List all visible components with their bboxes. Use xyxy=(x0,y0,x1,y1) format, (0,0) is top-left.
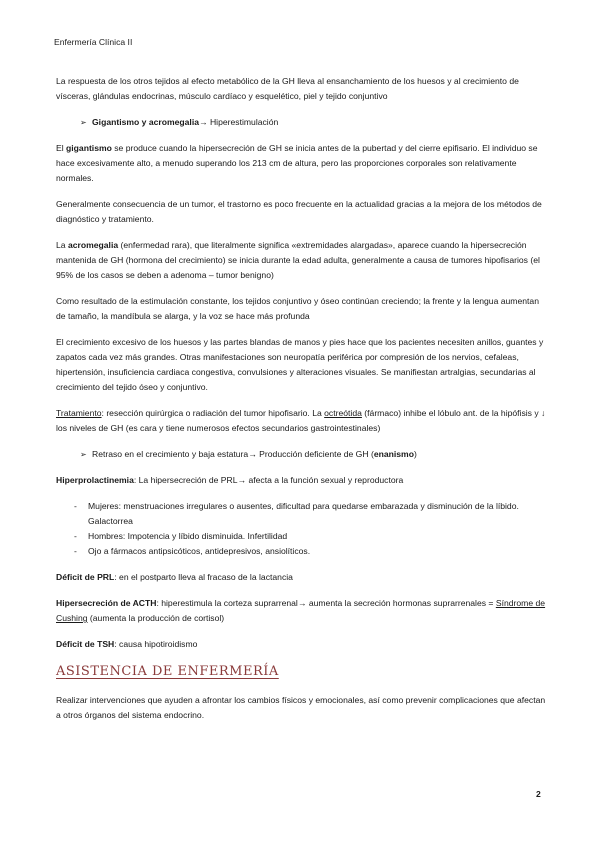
paragraph-tratamiento: Tratamiento: resección quirúrgica o radiación del tumor hipofisario. La octreótida (fármaco) inhibe el lóbulo ant. de la hipófisis y ↓ los niveles de GH (es cara y tiene numerosos efectos secundarios gastrointestinales) xyxy=(56,408,546,433)
paragraph-gigantismo: El gigantismo se produce cuando la hipersecreción de GH se inicia antes de la pubertad y del cierre epifisario. El individuo se hace excesivamente alto, a menudo superando los 213 cm de altura, pero las proporciones corporales son relativamente normales. xyxy=(56,143,538,183)
symptom-list xyxy=(56,499,546,559)
paragraph-hiperprolactinemia: Hiperprolactinemia: La hipersecreción de PRL→ afecta a la función sexual y reproductora xyxy=(56,475,404,485)
paragraph-intervenciones: Realizar intervenciones que ayuden a afrontar los cambios físicos y emocionales, así como prevenir complicaciones que afectan a otros órganos del sistema endocrino. xyxy=(56,695,546,720)
paragraph-tumor: Generalmente consecuencia de un tumor, el trastorno es poco frecuente en la actualidad gracias a la mejora de los métodos de diagnóstico y tratamiento. xyxy=(56,199,542,224)
list-item: - Hombres: Impotencia y líbido disminuida. Infertilidad xyxy=(74,531,288,541)
section-title-asistencia: ASISTENCIA DE ENFERMERÍA xyxy=(56,664,279,679)
bullet-text: Retraso en el crecimiento y baja estatura→ Producción deficiente de GH (enanismo) xyxy=(92,449,417,459)
arrow-bullet-icon: ➢ xyxy=(80,118,87,127)
paragraph-deficit-prl: Déficit de PRL: en el postparto lleva al fracaso de la lactancia xyxy=(56,572,293,582)
paragraph-deficit-tsh: Déficit de TSH: causa hipotiroidismo xyxy=(56,639,198,649)
bullet-text: Gigantismo y acromegalia→ Hiperestimulación xyxy=(92,117,279,127)
bullet-gigantismo xyxy=(56,115,546,130)
page-header-title: Enfermería Clínica II xyxy=(54,37,133,47)
paragraph-acth: Hipersecreción de ACTH: hiperestimula la corteza suprarrenal→ aumenta la secreción hormonas suprarrenales = Síndrome de Cushing (aumenta la producción de cortisol) xyxy=(56,598,546,623)
document-body xyxy=(56,74,546,734)
page-number: 2 xyxy=(536,789,541,799)
paragraph-ensanchamiento: La respuesta de los otros tejidos al efecto metabólico de la GH lleva al ensanchamiento de los huesos y al crecimiento de vísceras, glándulas endocrinas, músculo cardíaco y esquelético, piel y tejido conjuntivo xyxy=(56,76,519,101)
bullet-retraso xyxy=(56,447,546,462)
list-item: - Ojo a fármacos antipsicóticos, antidepresivos, ansiolíticos. xyxy=(74,546,311,556)
paragraph-crecimiento: El crecimiento excesivo de los huesos y las partes blandas de manos y pies hace que los pacientes necesiten anillos, guantes y zapatos cada vez más grandes. Otras manifestaciones son neuropatía periférica por compresión de los nervios, cefaleas, hipertensión, insuficiencia cardiaca congestiva, convulsiones y alteraciones visuales. Se manifiestan artralgias, secundarias al crecimiento del tejido óseo y conjuntivo. xyxy=(56,337,544,392)
arrow-bullet-icon: ➢ xyxy=(80,450,87,459)
paragraph-estimulacion: Como resultado de la estimulación constante, los tejidos conjuntivo y óseo continúan creciendo; la frente y la lengua aumentan de tamaño, la mandíbula se alarga, y la voz se hace más profunda xyxy=(56,296,539,321)
paragraph-acromegalia: La acromegalia (enfermedad rara), que literalmente significa «extremidades alargadas», aparece cuando la hipersecreción mantenida de GH (hormona del crecimiento) se inicia durante la edad adulta, generalmente a causa de tumores hipofisarios (el 95% de los casos se deben a adenoma – tumor benigno) xyxy=(56,240,540,280)
list-item: - Mujeres: menstruaciones irregulares o ausentes, dificultad para quedarse embarazada y disminución de la líbido. Galactorrea xyxy=(74,501,519,526)
